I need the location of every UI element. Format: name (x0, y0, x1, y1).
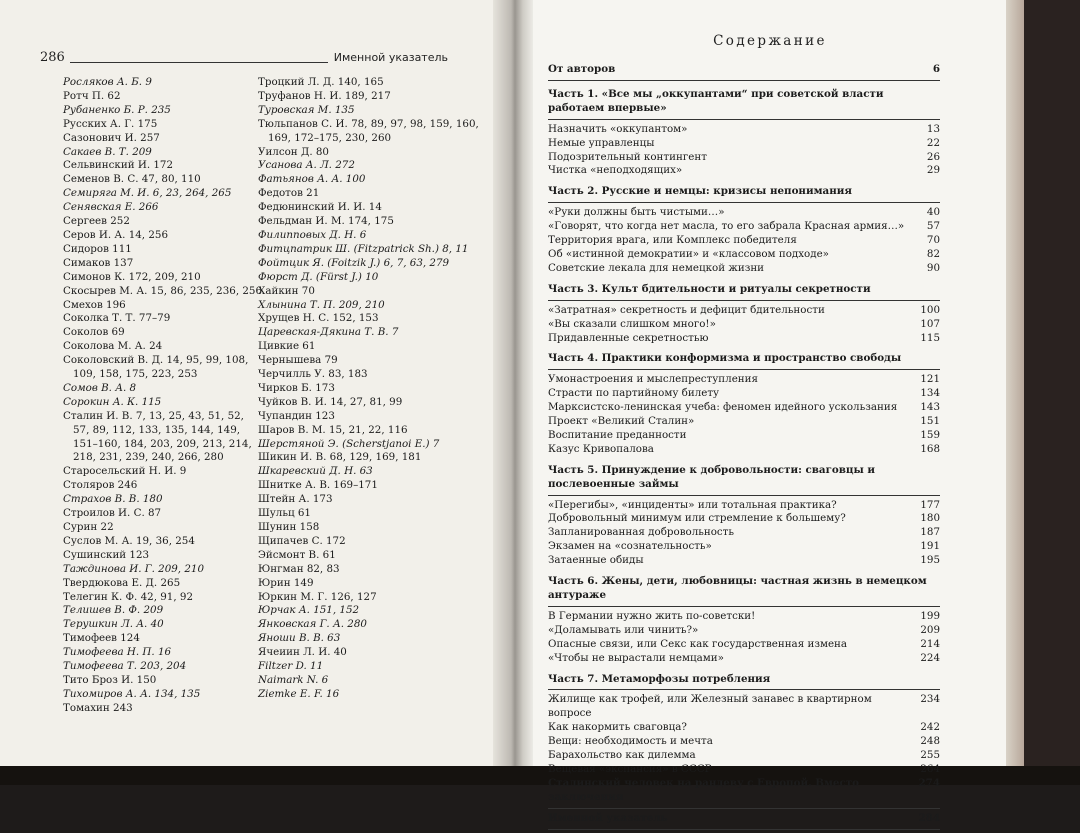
toc-top-entry (548, 777, 940, 805)
toc-entry-page: 234 (920, 693, 940, 706)
index-entry: Янковская Г. А. 280 (258, 618, 367, 631)
toc-entry-title: Вещевая «экспансия» в СССР (548, 762, 712, 775)
table-of-contents (548, 63, 940, 833)
index-entry: Хайкин 70 (258, 284, 315, 297)
toc-entry (548, 151, 940, 165)
index-entry: Сурин 22 (63, 521, 114, 533)
index-entry: Тимофеев 124 (63, 632, 140, 645)
toc-entry-page: 274 (918, 776, 940, 789)
toc-entry-page: 143 (920, 401, 940, 414)
toc-part-heading: Часть 6. Жены, дети, любовницы: частная жизнь в немецком антураже (548, 575, 927, 601)
index-entry: Щипачев С. 172 (258, 534, 346, 547)
toc-entry-title: Умонастроения и мыслепреступления (548, 373, 759, 386)
index-entry: Шнитке А. В. 169–171 (258, 479, 378, 492)
toc-entry (548, 721, 940, 735)
index-entry: Суслов М. А. 19, 36, 254 (63, 534, 195, 547)
toc-entry-title: Советские лекала для немецкой жизни (548, 261, 765, 274)
index-entry: Столяров 246 (63, 479, 138, 492)
toc-separator (548, 808, 940, 809)
index-entry: Телегин К. Ф. 42, 91, 92 (63, 590, 193, 603)
toc-entry-title: Подозрительный контингент (548, 150, 707, 163)
toc-entry (548, 387, 940, 401)
toc-entry-title: «Говорят, что когда нет масла, то его забрала Красная армия…» (548, 220, 905, 233)
index-entry: Черчилль У. 83, 183 (258, 368, 368, 381)
toc-entry-title: От авторов (548, 63, 616, 75)
index-entry: Юркин М. Г. 126, 127 (258, 590, 377, 603)
index-entry: Усанова А. Л. 272 (258, 159, 355, 172)
toc-entry (548, 638, 940, 652)
toc-entry-page: 187 (920, 526, 940, 539)
toc-entry-page: 264 (920, 762, 940, 775)
toc-entry (548, 123, 940, 137)
index-entry: Сельвинский И. 172 (63, 159, 174, 172)
toc-entry-page: 6 (932, 63, 940, 75)
toc-entry (548, 401, 940, 415)
toc-entry-title: «Затратная» секретность и дефицит бдительности (548, 303, 825, 316)
index-entry: Семиряга М. И. 6, 23, 264, 265 (63, 187, 232, 200)
toc-entry-page: 242 (920, 721, 940, 734)
index-entry: Терушкин Л. А. 40 (63, 618, 164, 631)
index-entry: Симонов К. 172, 209, 210 (63, 270, 201, 283)
toc-part-heading: Часть 3. Культ бдительности и ритуалы секретности (548, 282, 871, 295)
index-entry: Фойтцик Я. (Foitzik J.) 6, 7, 63, 279 (258, 256, 450, 269)
toc-entry-title: Марксистско-ленинская учеба: феномен идейного ускользания (548, 401, 898, 414)
index-entry: Шерстяной Э. (Scherstjanoi E.) 7 (258, 437, 440, 450)
toc-entry-title: В Германии нужно жить по-советски! (548, 609, 756, 622)
index-entry: Страхов В. В. 180 (63, 493, 163, 506)
index-entry: Ziemke E. F. 16 (258, 687, 340, 700)
index-entry: Федюнинский И. И. 14 (258, 201, 382, 214)
index-entry: Ротч П. 62 (63, 89, 121, 102)
toc-part-heading: Часть 7. Метаморфозы потребления (548, 672, 771, 685)
toc-entry-page: 134 (920, 387, 940, 400)
toc-top-entry (548, 63, 940, 77)
toc-entry-title: Чистка «неподходящих» (548, 164, 683, 177)
toc-entry-title: «Доламывать или чинить?» (548, 623, 699, 636)
index-entry: Строилов И. С. 87 (63, 507, 162, 520)
index-entry: Труфанов Н. И. 189, 217 (258, 89, 391, 102)
index-entry: Сомов В. А. 8 (63, 381, 137, 394)
toc-entry-page: 26 (926, 150, 940, 163)
toc-entry (548, 652, 940, 666)
toc-entry-page: 40 (926, 206, 940, 219)
toc-entry-title: Территория врага, или Комплекс победителя (548, 234, 797, 247)
toc-entry-title: Назначить «оккупантом» (548, 122, 688, 135)
index-entry: Сидоров 111 (63, 242, 132, 255)
index-entry: Тито Броз И. 150 (63, 673, 157, 686)
toc-separator (548, 495, 940, 496)
index-entry: Фатьянов А. А. 100 (258, 173, 366, 186)
toc-part-heading: Часть 5. Принуждение к добровольности: сваговцы и послевоенные займы (548, 463, 876, 490)
toc-separator (548, 689, 940, 690)
toc-entry-page: 195 (920, 554, 940, 567)
index-entry: Семенов В. С. 47, 80, 110 (63, 173, 201, 186)
index-entry: Смехов 196 (63, 298, 126, 311)
toc-entry-title: «Чтобы не вырастали немцами» (548, 651, 724, 664)
toc-entry (548, 693, 940, 721)
index-entry: Фюрст Д. (Fürst J.) 10 (258, 270, 379, 283)
toc-entry-title: Немые управленцы (548, 136, 655, 149)
index-entry: Юнгман 82, 83 (258, 562, 340, 575)
toc-entry-title: Жилище как трофей, или Железный занавес в квартирном вопросе (548, 693, 872, 720)
toc-entry-page: 115 (920, 331, 940, 344)
page-edges (1006, 0, 1024, 785)
book-cover-edge (1024, 0, 1080, 785)
toc-entry-page: 180 (920, 512, 940, 525)
running-head (40, 48, 448, 66)
toc-entry-page: 248 (920, 735, 940, 748)
index-entry: Сергеев 252 (63, 215, 130, 228)
index-entry: Соколка Т. Т. 77–79 (63, 312, 171, 325)
toc-entry (548, 763, 940, 777)
index-entry: Сорокин А. К. 115 (63, 395, 162, 408)
index-entry: Росляков А. Б. 9 (63, 76, 152, 88)
toc-entry (548, 262, 940, 276)
index-entry: Томахин 243 (63, 701, 133, 714)
index-entry: Соколов 69 (63, 326, 125, 339)
index-entry: Яноши В. В. 63 (258, 632, 341, 645)
index-entry: Троцкий Л. Д. 140, 165 (258, 76, 384, 88)
index-entry: Уилсон Д. 80 (258, 145, 329, 158)
toc-entry-page: 107 (920, 317, 940, 330)
index-entry: Filtzer D. 11 (258, 660, 324, 673)
index-entry: Сталин И. В. 7, 13, 25, 43, 51, 52, 57, 89, 112, 133, 135, 144, 149, 151–160, 184, 203, 209, 213, 214, 218, 231, 239, 240, 266, 280 (63, 409, 252, 464)
toc-entry-title: «Вы сказали слишком много!» (548, 317, 716, 330)
index-entry: Царевская-Дякина Т. В. 7 (258, 326, 399, 339)
toc-entry (548, 554, 940, 568)
toc-entry-page: 284 (918, 811, 940, 824)
toc-entry-page: 214 (920, 637, 940, 650)
toc-entry (548, 164, 940, 178)
toc-entry (548, 234, 940, 248)
index-entry: Соколовский В. Д. 14, 95, 99, 108, 109, 158, 175, 223, 253 (63, 354, 249, 381)
toc-separator (548, 80, 940, 81)
index-entry: Хлынина Т. П. 209, 210 (258, 298, 385, 311)
toc-entry (548, 526, 940, 540)
toc-entry (548, 512, 940, 526)
index-entry: Шикин И. В. 68, 129, 169, 181 (258, 451, 422, 464)
toc-entry (548, 429, 940, 443)
toc-entry-title: «Перегибы», «инциденты» или тотальная практика? (548, 498, 837, 511)
toc-separator (548, 606, 940, 607)
index-entry: Чернышева 79 (258, 354, 338, 367)
toc-entry-title: Как накормить сваговца? (548, 721, 687, 734)
toc-entry (548, 443, 940, 457)
toc-separator (548, 300, 940, 301)
index-entry: Федотов 21 (258, 187, 320, 200)
toc-entry-title: Сталинский человек на рандеву с Европой. Вместо заключения (548, 776, 859, 803)
toc-entry-title: Об «истинной демократии» и «классовом подходе» (548, 247, 829, 260)
toc-entry-title: Запланированная добровольность (548, 526, 734, 539)
index-entry: Цивкие 61 (258, 340, 316, 353)
toc-entry-title: Барахольство как дилемма (548, 749, 696, 762)
index-entry: Серов И. А. 14, 256 (63, 228, 169, 241)
toc-entry-page: 159 (920, 428, 940, 441)
index-entry: Эйсмонт В. 61 (258, 548, 336, 561)
index-column-1 (63, 76, 263, 716)
toc-entry-title: Воспитание преданности (548, 428, 687, 441)
toc-part-heading: Часть 1. «Все мы „оккупантами“ при советской власти работаем впервые» (548, 87, 884, 114)
toc-entry (548, 248, 940, 262)
index-entry: Шаров В. М. 15, 21, 22, 116 (258, 423, 408, 436)
toc-entry-title: Вещи: необходимость и мечта (548, 735, 713, 748)
toc-entry-page: 199 (920, 609, 940, 622)
index-entry: Шкаревский Д. Н. 63 (258, 465, 373, 478)
toc-entry-title: Придавленные секретностью (548, 331, 709, 344)
index-column-2 (258, 76, 480, 702)
index-entry: Филипповых Д. Н. 6 (258, 228, 367, 241)
index-entry: Шульц 61 (258, 507, 311, 520)
running-head-rule (70, 62, 328, 63)
toc-entry (548, 206, 940, 220)
toc-entry-title: Проект «Великий Сталин» (548, 415, 695, 428)
toc-entry (548, 415, 940, 429)
toc-entry (548, 304, 940, 318)
index-entry: Ячеиин Л. И. 40 (258, 646, 347, 659)
index-entry: Сазонович И. 257 (63, 131, 160, 144)
index-entry: Русских А. Г. 175 (63, 117, 158, 130)
index-entry: Туровская М. 135 (258, 103, 355, 116)
toc-entry (548, 540, 940, 554)
index-entry: Хрущев Н. С. 152, 153 (258, 312, 379, 325)
index-entry: Тимофеева Н. П. 16 (63, 646, 172, 659)
toc-entry (548, 137, 940, 151)
index-entry: Таждинова И. Г. 209, 210 (63, 562, 204, 575)
toc-entry (548, 610, 940, 624)
toc-top-entry (548, 812, 940, 826)
toc-entry-page: 255 (920, 749, 940, 762)
toc-entry-page: 191 (920, 540, 940, 553)
running-title: Именной указатель (333, 51, 448, 64)
toc-entry-title: Казус Кривопалова (548, 442, 654, 455)
index-entry: Тимофеева Т. 203, 204 (63, 660, 187, 673)
index-entry: Телишев В. Ф. 209 (63, 604, 164, 617)
toc-entry-page: 22 (926, 136, 940, 149)
index-entry: Скосырев М. А. 15, 86, 235, 236, 256 (63, 284, 263, 297)
index-entry: Naimark N. 6 (258, 673, 329, 686)
toc-entry (548, 499, 940, 513)
toc-entry (548, 220, 940, 234)
toc-entry-title: Именной указатель (548, 811, 668, 824)
toc-entry (548, 735, 940, 749)
index-entry: Старосельский Н. И. 9 (63, 465, 187, 478)
toc-part-heading: Часть 4. Практики конформизма и пространство свободы (548, 352, 902, 365)
index-entry: Фельдман И. М. 174, 175 (258, 215, 394, 228)
index-entry: Сушинский 123 (63, 548, 150, 561)
index-entry: Штейн А. 173 (258, 493, 333, 506)
toc-entry-page: 82 (926, 247, 940, 260)
toc-entry-title: Затаенные обиды (548, 554, 644, 567)
toc-entry-page: 121 (920, 373, 940, 386)
toc-entry-page: 168 (920, 442, 940, 455)
index-entry: Сенявская Е. 266 (63, 201, 159, 214)
index-entry: Соколова М. А. 24 (63, 340, 163, 353)
index-entry: Симаков 137 (63, 256, 134, 269)
toc-separator (548, 369, 940, 370)
toc-entry-page: 90 (926, 261, 940, 274)
index-entry: Чирков Б. 173 (258, 381, 335, 394)
toc-entry (548, 318, 940, 332)
toc-title: Содержание (713, 33, 827, 49)
index-entry: Тюльпанов С. И. 78, 89, 97, 98, 159, 160, 169, 172–175, 230, 260 (258, 117, 479, 144)
index-entry: Юрин 149 (258, 576, 314, 589)
toc-entry-page: 151 (920, 415, 940, 428)
index-entry: Чуйков В. И. 14, 27, 81, 99 (258, 395, 403, 408)
toc-entry-page: 13 (926, 122, 940, 135)
index-entry: Фитцпатрик Ш. (Fitzpatrick Sh.) 8, 11 (258, 242, 469, 255)
page-number: 286 (40, 50, 65, 65)
toc-entry (548, 749, 940, 763)
toc-entry (548, 332, 940, 346)
toc-separator (548, 829, 940, 830)
toc-entry-page: 177 (920, 498, 940, 511)
toc-entry-page: 70 (926, 234, 940, 247)
toc-entry-title: Экзамен на «сознательность» (548, 540, 712, 553)
book-gutter (493, 0, 533, 785)
toc-entry-title: «Руки должны быть чистыми…» (548, 206, 725, 219)
toc-entry-page: 209 (920, 623, 940, 636)
toc-entry-title: Страсти по партийному билету (548, 387, 720, 400)
index-entry: Сакаев В. Т. 209 (63, 145, 152, 158)
toc-entry-page: 224 (920, 651, 940, 664)
index-entry: Твердюкова Е. Д. 265 (63, 576, 181, 589)
toc-entry-page: 57 (926, 220, 940, 233)
index-entry: Рубаненко Б. Р. 235 (63, 103, 171, 116)
index-entry: Тихомиров А. А. 134, 135 (63, 687, 201, 700)
toc-entry-title: Опасные связи, или Секс как государственная измена (548, 637, 848, 650)
toc-separator (548, 202, 940, 203)
toc-separator (548, 119, 940, 120)
toc-entry (548, 624, 940, 638)
index-entry: Шунин 158 (258, 521, 320, 533)
index-entry: Чупандин 123 (258, 409, 335, 422)
toc-entry-page: 100 (920, 303, 940, 316)
toc-part-heading: Часть 2. Русские и немцы: кризисы непонимания (548, 185, 853, 198)
toc-entry-title: Добровольный минимум или стремление к большему? (548, 512, 846, 525)
toc-entry (548, 373, 940, 387)
index-entry: Юрчак А. 151, 152 (258, 604, 360, 617)
toc-entry-page: 29 (926, 164, 940, 177)
